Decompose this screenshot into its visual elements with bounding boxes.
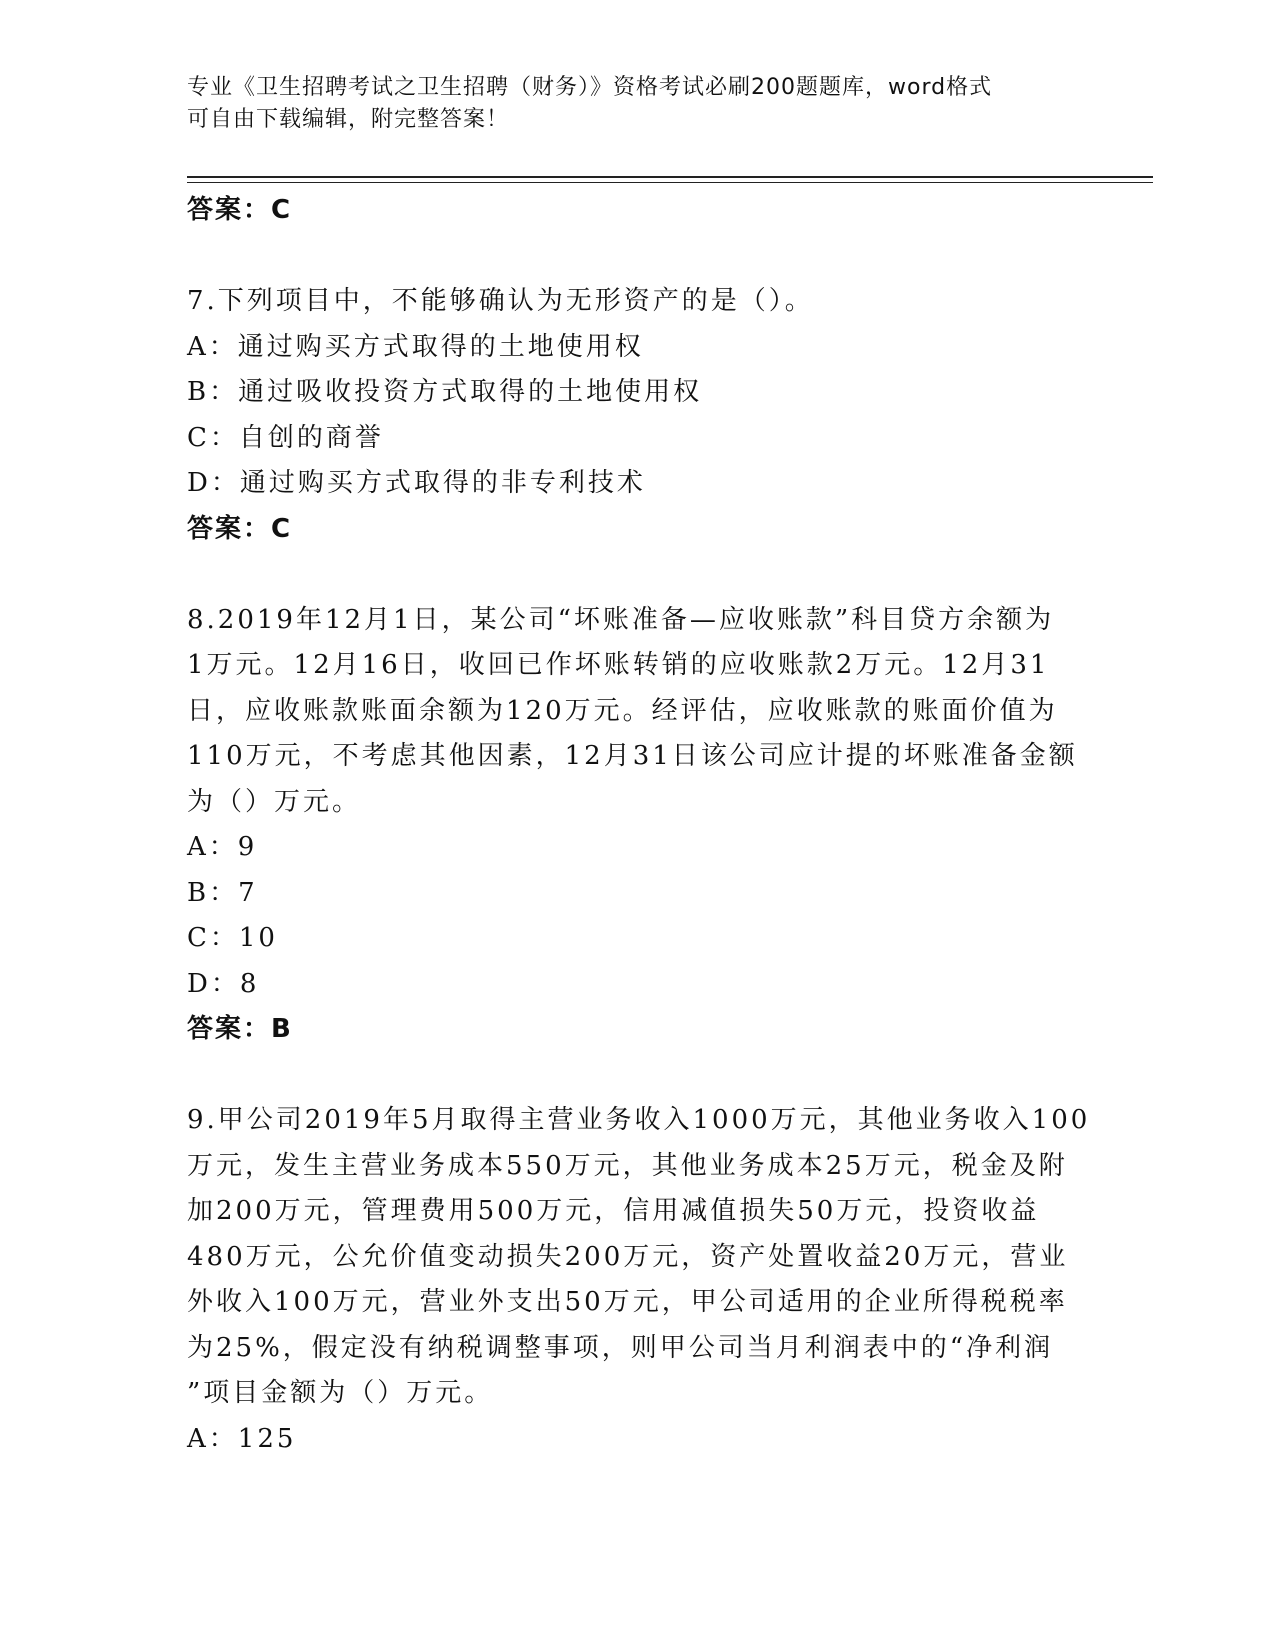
question-stem-line: 外收入100万元，营业外支出50万元，甲公司适用的企业所得税税率 xyxy=(187,1287,1068,1317)
option-c: C：自创的商誉 xyxy=(187,422,384,453)
question-stem-line: 480万元，公允价值变动损失200万元，资产处置收益20万元，营业 xyxy=(187,1241,1069,1272)
question-stem-line: 110万元，不考虑其他因素，12月31日该公司应计提的坏账准备金额 xyxy=(187,741,1078,771)
header-line-2: 可自由下载编辑，附完整答案！ xyxy=(187,107,510,132)
option-c: C：10 xyxy=(187,923,278,953)
question-stem-line: 日，应收账款账面余额为120万元。经评估，应收账款的账面价值为 xyxy=(187,695,1058,726)
option-d: D：通过购买方式取得的非专利技术 xyxy=(187,468,646,498)
option-a: A：125 xyxy=(187,1423,297,1454)
header-line-1: 专业《卫生招聘考试之卫生招聘（财务）》资格考试必刷200题题库，word格式 xyxy=(187,75,993,100)
header-divider-thin xyxy=(187,182,1153,183)
question-9 xyxy=(187,1098,1091,1462)
spacer xyxy=(187,234,1087,280)
question-stem-line: 1万元。12月16日，收回已作坏账转销的应收账款2万元。12月31 xyxy=(187,650,1050,680)
question-stem-line: 加200万元，管理费用500万元，信用减值损失50万元，投资收益 xyxy=(187,1196,1040,1226)
answer-line: 答案：B xyxy=(187,1014,293,1044)
question-8 xyxy=(187,598,1087,1053)
page-header xyxy=(187,72,1087,136)
document-body xyxy=(187,188,1091,1462)
option-a: A：通过购买方式取得的土地使用权 xyxy=(187,331,644,362)
header-divider xyxy=(187,176,1153,178)
question-stem-line: ”项目金额为（）万元。 xyxy=(187,1378,494,1408)
question-stem-line: 9.甲公司2019年5月取得主营业务收入1000万元，其他业务收入100 xyxy=(187,1105,1091,1135)
option-d: D：8 xyxy=(187,968,260,999)
spacer xyxy=(187,1053,1087,1099)
question-stem: 7.下列项目中，不能够确认为无形资产的是（）。 xyxy=(187,286,814,316)
question-stem-line: 为25%，假定没有纳税调整事项，则甲公司当月利润表中的“净利润 xyxy=(187,1332,1054,1363)
option-a: A：9 xyxy=(187,832,258,862)
spacer xyxy=(187,552,1087,598)
question-7 xyxy=(187,279,1087,552)
option-b: B：7 xyxy=(187,877,258,908)
question-stem-line: 万元，发生主营业务成本550万元，其他业务成本25万元，税金及附 xyxy=(187,1150,1068,1181)
question-stem-line: 8.2019年12月1日，某公司“坏账准备—应收账款”科目贷方余额为 xyxy=(187,604,1055,635)
answer-line: 答案：C xyxy=(187,513,293,544)
question-stem-line: 为（）万元。 xyxy=(187,786,362,817)
answer-line: 答案：C xyxy=(187,195,293,225)
option-b: B：通过吸收投资方式取得的土地使用权 xyxy=(187,377,703,407)
